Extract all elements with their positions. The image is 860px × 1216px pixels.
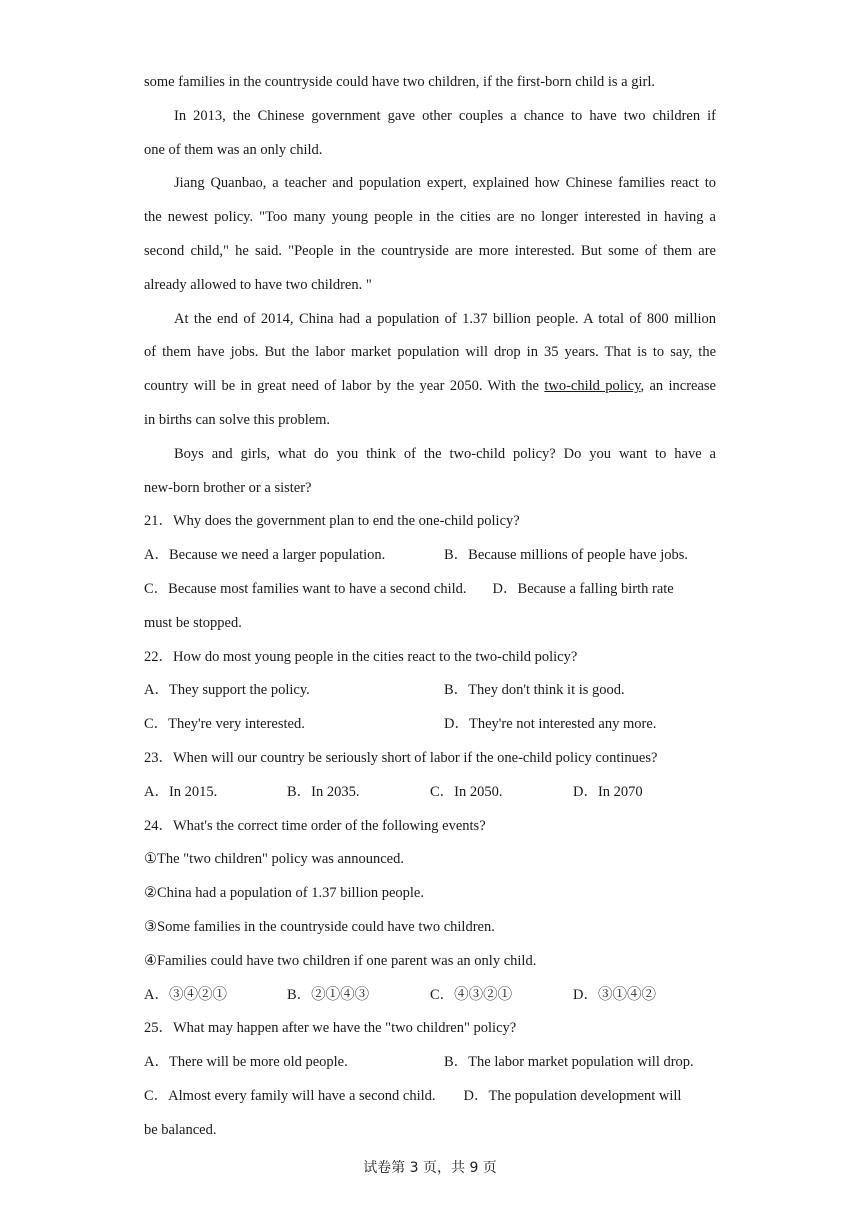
option-continuation: be balanced. bbox=[144, 1121, 217, 1138]
option-b: B．Because millions of people have jobs. bbox=[444, 547, 689, 564]
event-item: ③Some families in the countryside could have two children. bbox=[144, 918, 495, 935]
option-b: B．The labor market population will drop. bbox=[444, 1054, 694, 1071]
options-row bbox=[144, 776, 716, 810]
option-a: A．They support the policy. bbox=[144, 682, 310, 699]
option-c: C．Because most families want to have a second child. bbox=[144, 580, 467, 597]
page-content bbox=[144, 66, 716, 1148]
passage-line: in births can solve this problem. bbox=[144, 411, 331, 428]
passage-line: the newest policy. "Too many young people in the cities are no longer interested in having a bbox=[144, 209, 716, 226]
option-b: B．In 2035. bbox=[287, 783, 360, 800]
passage-line: Jiang Quanbao, a teacher and population expert, explained how Chinese families react to bbox=[174, 175, 716, 192]
event-item: ②China had a population of 1.37 billion people. bbox=[144, 885, 424, 902]
passage-line: At the end of 2014, China had a population of 1.37 billion people. A total of 800 million bbox=[174, 310, 716, 327]
option-a: A．In 2015. bbox=[144, 783, 218, 800]
options-row bbox=[144, 539, 716, 573]
passage-line: one of them was an only child. bbox=[144, 141, 323, 158]
passage-line: of them have jobs. But the labor market population will drop in 35 years. That is to say, the bbox=[144, 344, 716, 361]
option-d: D．In 2070 bbox=[573, 783, 643, 800]
event-item: ④Families could have two children if one parent was an only child. bbox=[144, 952, 537, 969]
option-continuation: must be stopped. bbox=[144, 614, 242, 631]
passage-line: Boys and girls, what do you think of the two-child policy? Do you want to have a bbox=[174, 445, 716, 462]
options-row bbox=[144, 979, 716, 1013]
underlined-phrase: two-child policy bbox=[544, 378, 641, 395]
option-c: C．They're very interested. bbox=[144, 716, 305, 733]
option-c: C．In 2050. bbox=[430, 783, 503, 800]
question-stem: 22．How do most young people in the cities react to the two-child policy? bbox=[144, 648, 578, 665]
passage-line bbox=[144, 370, 716, 404]
passage-line: new-born brother or a sister? bbox=[144, 479, 312, 496]
options-row bbox=[144, 1080, 716, 1114]
option-d: D．Because a falling birth rate bbox=[492, 580, 674, 597]
option-a: A．③④②① bbox=[144, 986, 227, 1003]
option-d: D．They're not interested any more. bbox=[444, 716, 657, 733]
question-stem: 25．What may happen after we have the "two children" policy? bbox=[144, 1020, 517, 1037]
page-footer: 试卷第 3 页，共 9 页 bbox=[363, 1160, 497, 1176]
passage-line: some families in the countryside could have two children, if the first-born child is a girl. bbox=[144, 74, 655, 90]
option-a: A．There will be more old people. bbox=[144, 1054, 348, 1071]
option-d: D．③①④② bbox=[573, 986, 656, 1003]
event-item: ①The "two children" policy was announced. bbox=[144, 851, 404, 868]
option-a: A．Because we need a larger population. bbox=[144, 547, 386, 564]
options-row bbox=[144, 573, 716, 607]
passage-text: , an increase bbox=[640, 378, 716, 395]
passage-line: second child," he said. "People in the countryside are more interested. But some of them are bbox=[144, 242, 716, 259]
options-row bbox=[144, 674, 716, 708]
question-stem: 24．What's the correct time order of the following events? bbox=[144, 817, 486, 834]
passage-line: In 2013, the Chinese government gave other couples a chance to have two children if bbox=[174, 107, 716, 124]
question-stem: 21．Why does the government plan to end the one-child policy? bbox=[144, 513, 520, 530]
option-b: B．②①④③ bbox=[287, 986, 370, 1003]
options-row bbox=[144, 1046, 716, 1080]
passage-line: already allowed to have two children. " bbox=[144, 276, 372, 293]
question-stem: 23．When will our country be seriously short of labor if the one-child policy continues? bbox=[144, 749, 658, 766]
option-c: C．Almost every family will have a second child. bbox=[144, 1087, 436, 1104]
option-d: D．The population development will bbox=[463, 1087, 682, 1104]
options-row bbox=[144, 708, 716, 742]
option-c: C．④③②① bbox=[430, 986, 513, 1003]
option-b: B．They don't think it is good. bbox=[444, 682, 625, 699]
passage-text: country will be in great need of labor by the year 2050. With the bbox=[144, 378, 545, 395]
